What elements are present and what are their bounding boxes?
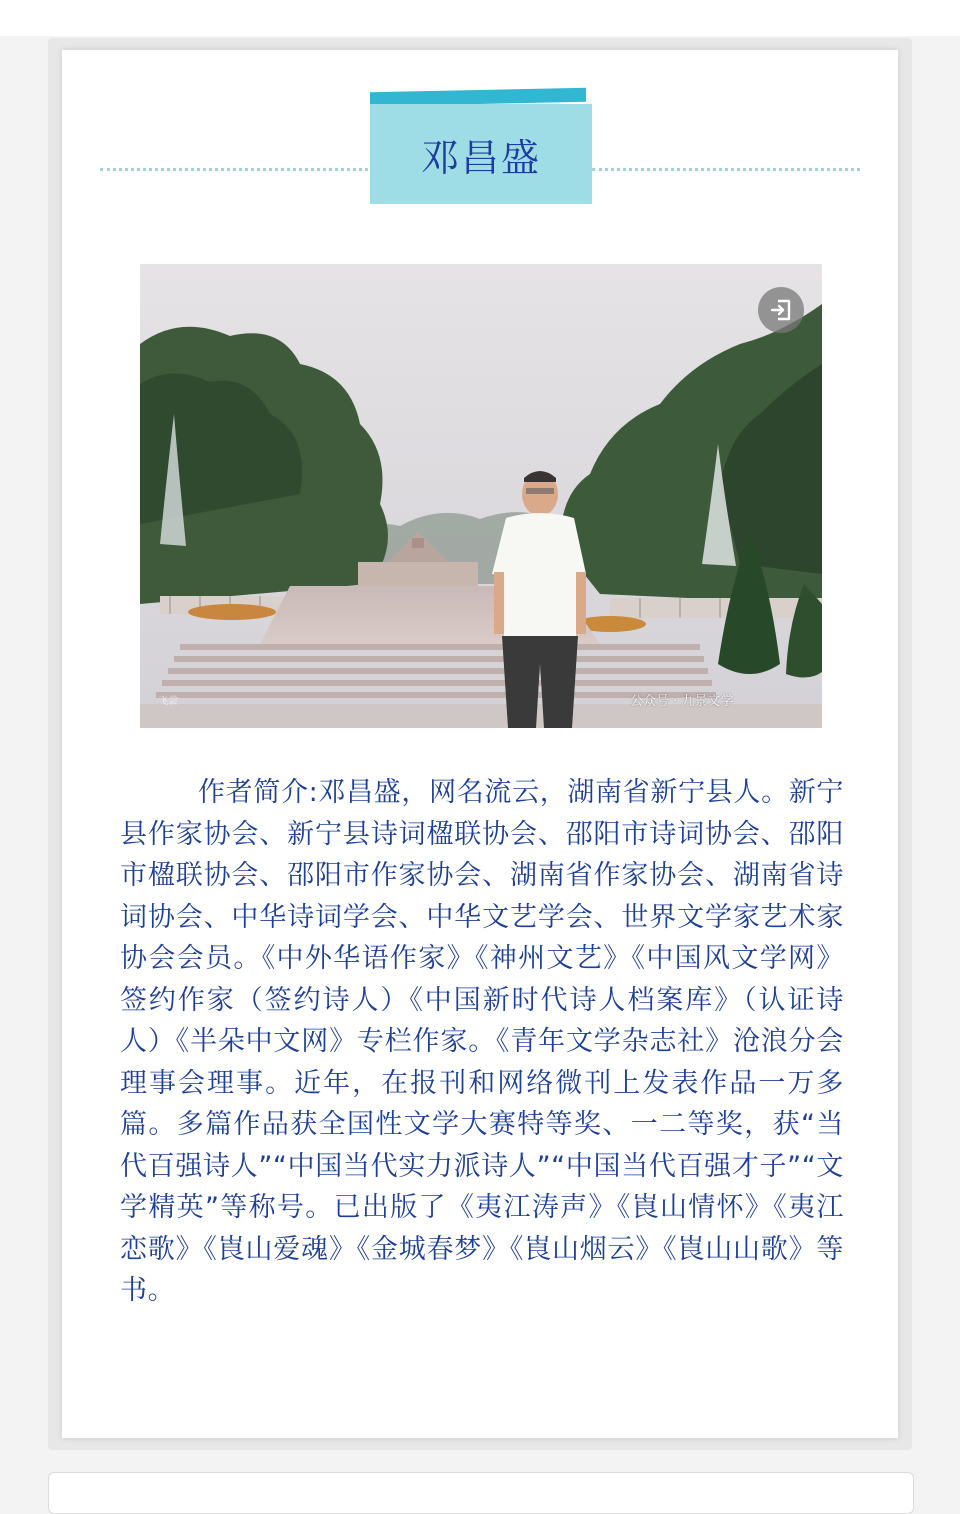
author-bio: 作者简介:邓昌盛，网名流云，湖南省新宁县人。新宁县作家协会、新宁县诗词楹联协会、邵阳市诗词协会、邵阳市楹联协会、邵阳市作家协会、湖南省作家协会、湖南省诗词协会、中华诗词学会、中华文艺学会、世界文学家艺术家协会会员。《中外华语作家》《神州文艺》《中国风文学网》签约作家（签约诗人）《中国新时代诗人档案库》（认证诗人）《半朵中文网》专栏作家。《青年文学杂志社》沧浪分会理事会理事。近年，在报刊和网络微刊上发表作品一万多篇。多篇作品获全国性文学大赛特等奖、一二等奖，获“当代百强诗人”“中国当代实力派诗人”“中国当代百强才子”“文学精英”等称号。已出版了《夷江涛声》《崀山情怀》《夷江恋歌》《崀山爱魂》《金城春梦》《崀山烟云》《崀山山歌》等书。 bbox=[120, 777, 844, 1306]
exit-button[interactable] bbox=[758, 287, 804, 333]
top-bar bbox=[0, 0, 960, 36]
author-photo bbox=[140, 264, 822, 728]
author-photo-illustration bbox=[140, 264, 822, 728]
exit-icon bbox=[768, 297, 794, 323]
next-card bbox=[48, 1472, 914, 1514]
article-card bbox=[62, 50, 898, 1438]
photo-watermark: 公众号 · 九景文学 bbox=[630, 694, 734, 709]
photo-corner-label: 飞尝 bbox=[158, 696, 178, 707]
title-box bbox=[370, 104, 592, 204]
title-divider-left bbox=[100, 168, 368, 171]
title-divider-right bbox=[592, 168, 860, 171]
author-name-title: 邓昌盛 bbox=[420, 135, 541, 180]
